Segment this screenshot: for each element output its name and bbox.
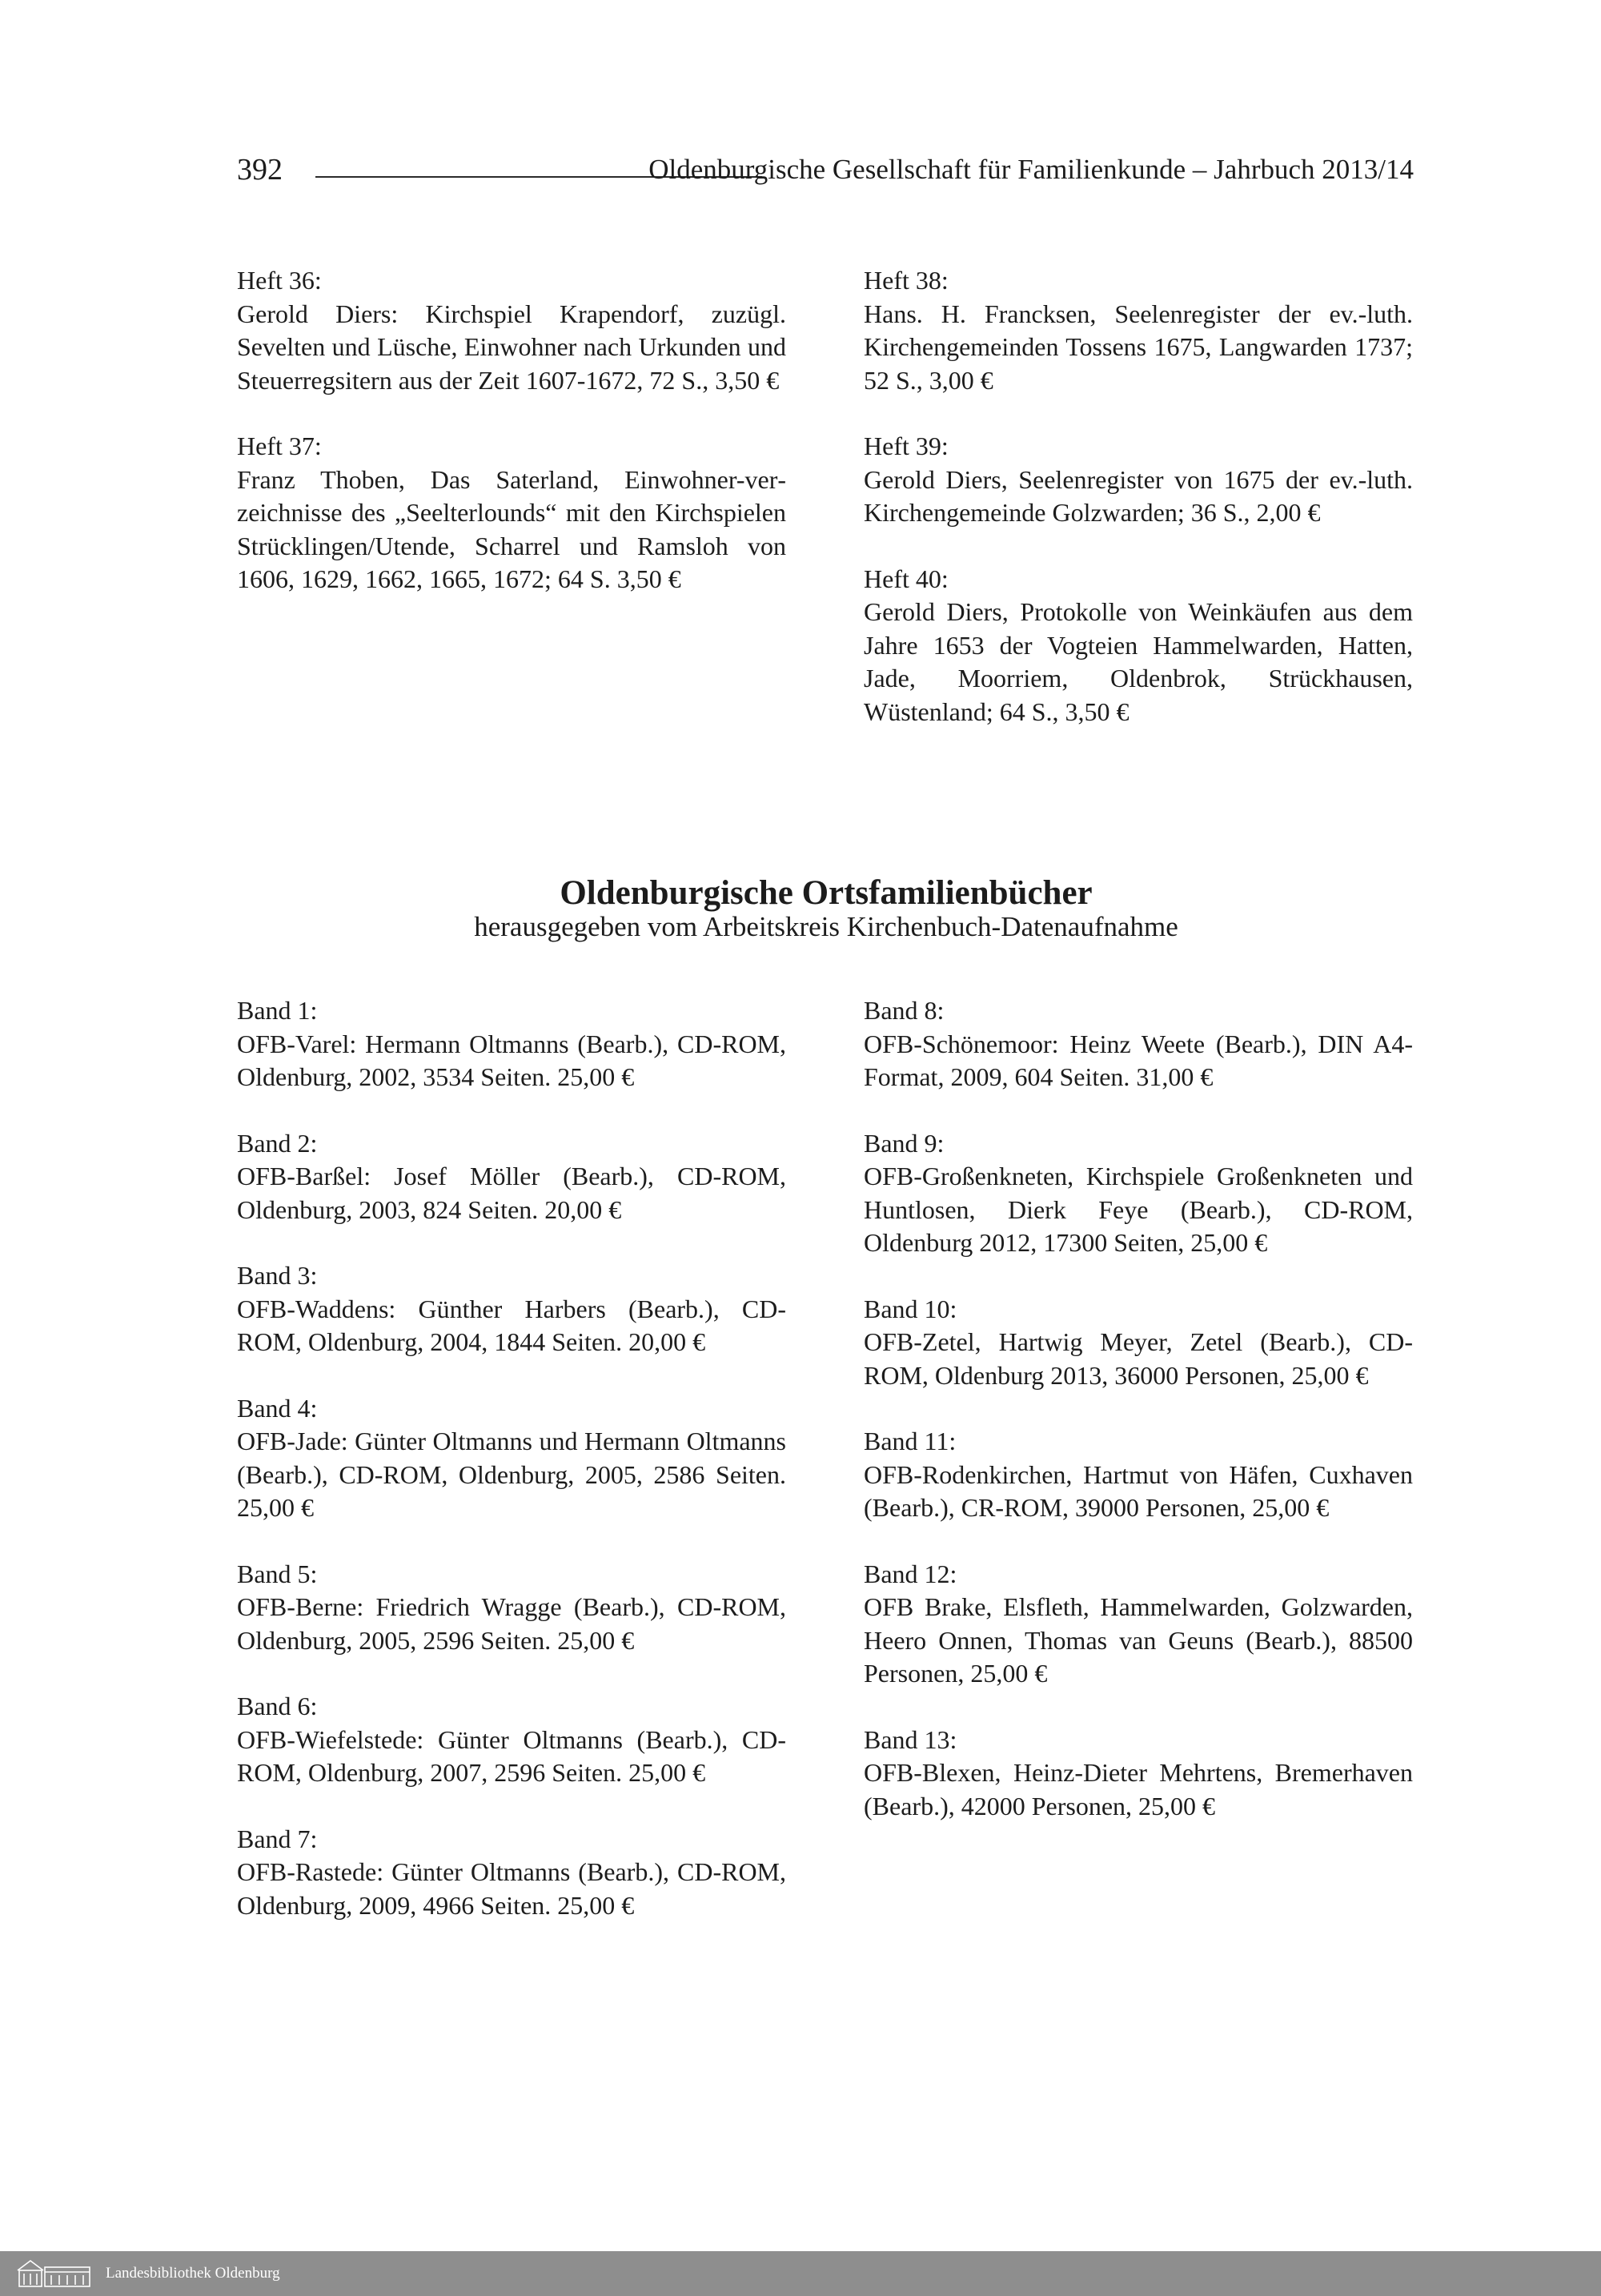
entry-label: Band 9:: [864, 1128, 945, 1158]
entry-text: OFB-Blexen, Heinz-Dieter Mehrtens, Bremerhaven (Bearb.), 42000 Personen, 25,00 €: [864, 1758, 1413, 1820]
entry-label: Band 8:: [864, 996, 945, 1025]
list-item-band-11: [864, 1425, 1413, 1525]
library-building-icon: [14, 2258, 94, 2290]
list-item-band-6: [237, 1690, 786, 1790]
running-title: Oldenburgische Gesellschaft für Familienkunde – Jahrbuch 2013/14: [648, 154, 1414, 185]
entry-label: Heft 40:: [864, 564, 949, 593]
entry-text: OFB-Zetel, Hartwig Meyer, Zetel (Bearb.), CD-ROM, Oldenburg 2013, 36000 Personen, 25,00 €: [864, 1327, 1413, 1390]
list-item-band-13: [864, 1724, 1413, 1824]
entry-label: Heft 39:: [864, 432, 949, 460]
list-item-heft-36: [237, 264, 786, 397]
list-item-band-2: [237, 1127, 786, 1227]
entry-label: Heft 37:: [237, 432, 322, 460]
entry-text: OFB-Wiefelstede: Günter Oltmanns (Bearb.), CD-ROM, Oldenburg, 2007, 2596 Seiten. 25,00 €: [237, 1724, 786, 1787]
list-item-heft-39: [864, 430, 1413, 530]
entry-text: OFB-Rastede: Günter Oltmanns (Bearb.), CD-ROM, Oldenburg, 2009, 4966 Seiten. 25,00 €: [237, 1857, 786, 1920]
entry-text: Gerold Diers, Seelenregister von 1675 der ev.-luth. Kirchengemeinde Golzwarden; 36 S., 2,00 €: [864, 464, 1413, 527]
entry-text: Franz Thoben, Das Saterland, Einwohner-verzeichnisse des „Seelterlounds“ mit den Kirchspielen Strücklingen/Utende, Scharrel und Ramsloh von 1606, 1629, 1662, 1665, 1672; 64 S. 3,50 €: [237, 464, 786, 593]
entry-label: Band 1:: [237, 996, 318, 1025]
entry-label: Band 10:: [864, 1294, 957, 1323]
list-item-band-12: [864, 1558, 1413, 1691]
entry-label: Heft 36:: [237, 266, 322, 295]
entry-label: Heft 38:: [864, 266, 949, 295]
library-footer-bar: [0, 2251, 1601, 2296]
baende-left-column: [237, 994, 786, 1955]
list-item-band-7: [237, 1823, 786, 1923]
entry-label: Band 5:: [237, 1559, 318, 1588]
entry-text: OFB-Barßel: Josef Möller (Bearb.), CD-ROM, Oldenburg, 2003, 824 Seiten. 20,00 €: [237, 1162, 786, 1224]
list-item-band-10: [864, 1293, 1413, 1393]
entry-text: OFB-Berne: Friedrich Wragge (Bearb.), CD-ROM, Oldenburg, 2005, 2596 Seiten. 25,00 €: [237, 1592, 786, 1655]
page-header: [237, 146, 1414, 194]
entry-label: Band 7:: [237, 1824, 318, 1853]
entry-text: OFB-Jade: Günter Oltmanns und Hermann Oltmanns (Bearb.), CD-ROM, Oldenburg, 2005, 2586 Seiten. 25,00 €: [237, 1427, 786, 1522]
page-number: 392: [237, 153, 283, 187]
entry-label: Band 13:: [864, 1724, 957, 1754]
entry-label: Band 4:: [237, 1393, 318, 1423]
list-item-heft-38: [864, 264, 1413, 397]
entry-text: OFB-Varel: Hermann Oltmanns (Bearb.), CD-ROM, Oldenburg, 2002, 3534 Seiten. 25,00 €: [237, 1029, 786, 1091]
entry-text: Hans. H. Francksen, Seelenregister der ev.-luth. Kirchengemeinden Tossens 1675, Langwarden 1737; 52 S., 3,00 €: [864, 299, 1413, 395]
entry-text: OFB-Großenkneten, Kirchspiele Großenkneten und Huntlosen, Dierk Feye (Bearb.), CD-ROM, Oldenburg 2012, 17300 Seiten, 25,00 €: [864, 1162, 1413, 1257]
entry-text: Gerold Diers: Kirchspiel Krapendorf, zuzügl. Sevelten und Lüsche, Einwohner nach Urkunden und Steuerregsitern aus der Zeit 1607-1672, 72 S., 3,50 €: [237, 299, 786, 395]
entry-text: Gerold Diers, Protokolle von Weinkäufen aus dem Jahre 1653 der Vogteien Hammelwarden, Hatten, Jade, Moorriem, Oldenbrok, Strückhausen, Wüstenland; 64 S., 3,50 €: [864, 597, 1413, 726]
entry-text: OFB-Waddens: Günther Harbers (Bearb.), CD-ROM, Oldenburg, 2004, 1844 Seiten. 20,00 €: [237, 1294, 786, 1356]
entry-label: Band 6:: [237, 1692, 318, 1720]
list-item-heft-37: [237, 430, 786, 596]
list-item-band-1: [237, 994, 786, 1094]
section-title: Oldenburgische Ortsfamilienbücher: [560, 873, 1093, 912]
entry-text: OFB Brake, Elsfleth, Hammelwarden, Golzwarden, Heero Onnen, Thomas van Geuns (Bearb.), 88500 Personen, 25,00 €: [864, 1592, 1413, 1688]
list-item-band-8: [864, 994, 1413, 1094]
hefte-left-column: [237, 264, 786, 629]
list-item-band-9: [864, 1127, 1413, 1260]
baende-right-column: [864, 994, 1413, 1856]
entry-text: OFB-Schönemoor: Heinz Weete (Bearb.), DIN A4-Format, 2009, 604 Seiten. 31,00 €: [864, 1029, 1413, 1091]
hefte-right-column: [864, 264, 1413, 761]
list-item-band-5: [237, 1558, 786, 1658]
list-item-heft-40: [864, 563, 1413, 729]
entry-label: Band 2:: [237, 1128, 318, 1158]
list-item-band-4: [237, 1392, 786, 1525]
library-name: Landesbibliothek Oldenburg: [106, 2265, 280, 2282]
entry-label: Band 12:: [864, 1559, 957, 1588]
entry-label: Band 11:: [864, 1427, 957, 1455]
list-item-band-3: [237, 1259, 786, 1359]
entry-label: Band 3:: [237, 1261, 318, 1290]
entry-text: OFB-Rodenkirchen, Hartmut von Häfen, Cuxhaven (Bearb.), CR-ROM, 39000 Personen, 25,00 €: [864, 1459, 1413, 1522]
section-subtitle: herausgegeben vom Arbeitskreis Kirchenbuch-Datenaufnahme: [474, 911, 1178, 942]
